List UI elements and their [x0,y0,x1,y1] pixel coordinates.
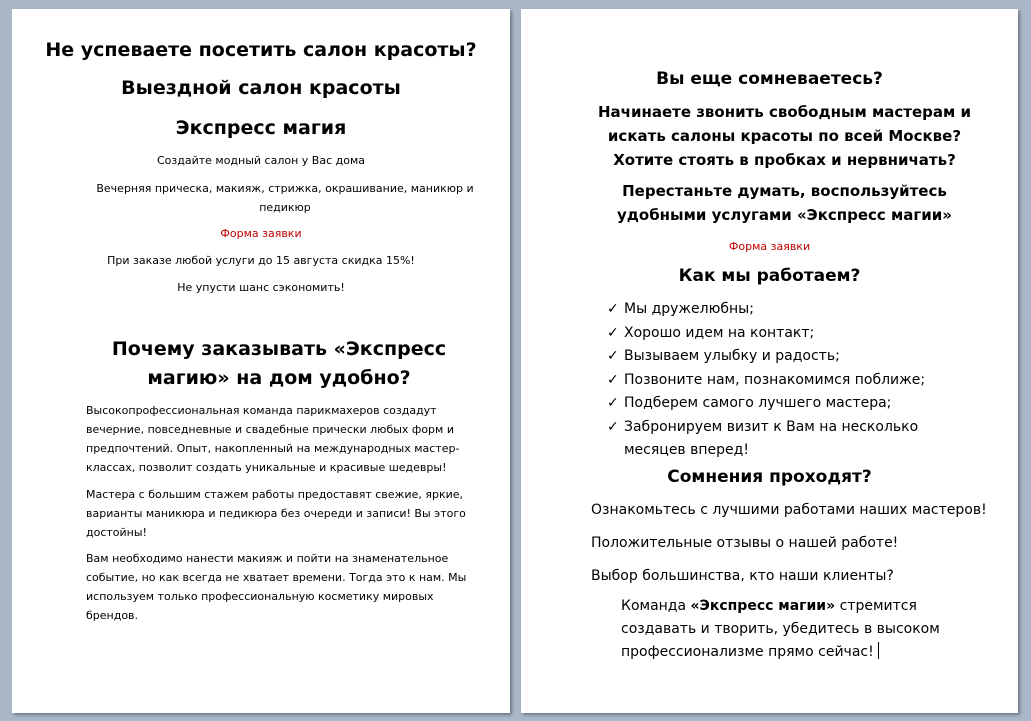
text-cursor [878,642,879,659]
page1-title-main: Не успеваете посетить салон красоты? [45,39,477,61]
document-page-2 [521,9,1018,713]
page2-final-paragraph: Команда «Экспресс магии» стремится создавать и творить, убедитесь в высоком профессионализме прямо сейчас! [621,598,940,660]
page2-form-link[interactable]: Форма заявки [728,240,811,253]
list-item: ✓ Позвоните нам, познакомимся поближе; [607,369,978,393]
list-item: ✓ Мы дружелюбны; [607,298,978,322]
page1-promo: При заказе любой услуги до 15 августа скидка 15%! [107,254,415,267]
checkmark-icon: ✓ [607,418,619,435]
brand-name: «Экспресс магии» [690,598,836,614]
page2-doubt-heading: Вы еще сомневаетесь? [656,69,883,89]
checkmark-icon: ✓ [607,395,619,411]
list-item: ✓ Забронируем визит к Вам на несколько месяцев вперед! [607,416,978,463]
page2-checklist [607,298,978,463]
document-page-1 [12,9,510,713]
page1-title-salon: Выездной салон красоты [121,77,401,99]
page1-line-services: Вечерняя прическа, макияж, стрижка, окрашивание, маникюр и педикюр [96,182,474,214]
page2-bold-paragraph-stop: Перестаньте думать, воспользуйтесь удобными услугами «Экспресс магии» [617,182,952,224]
page1-why-heading: Почему заказывать «Экспресс магию» на дом удобно? [111,338,447,389]
checkmark-icon: ✓ [607,301,619,317]
list-item: ✓ Подберем самого лучшего мастера; [607,392,978,416]
page1-title-brand: Экспресс магия [175,117,347,139]
list-item: ✓ Хорошо идем на контакт; [607,322,978,346]
page1-paragraph-hair: Высокопрофессиональная команда парикмахеров создадут вечерние, повседневные и свадебные прически любых форм и предпочтений. Опыт, накопленный на международных мастер-классах, позволит создать уникальные и красивые шедевры! [86,404,460,474]
page1-paragraph-nails: Мастера с большим стажем работы предоставят свежие, яркие, варианты маникюра и педикюра без очереди и записи! Вы этого достойны! [86,488,466,539]
checkmark-icon: ✓ [607,371,619,388]
page2-line-reviews: Положительные отзывы о нашей работе! [591,535,899,551]
page1-form-link[interactable]: Форма заявки [220,227,302,240]
page2-doubts-heading: Сомнения проходят? [667,467,872,487]
page1-chance: Не упусти шанс сэкономить! [177,281,345,294]
page1-paragraph-makeup: Вам необходимо нанести макияж и пойти на знаменательное событие, но как всегда не хватает времени. Тогда это к нам. Мы используем только профессиональную косметику мировых брендов. [86,552,467,622]
page2-how-heading: Как мы работаем? [678,266,861,286]
page2-line-choice: Выбор большинства, кто наши клиенты? [591,568,894,584]
list-item: ✓ Вызываем улыбку и радость; [607,345,978,369]
page2-line-works: Ознакомьтесь с лучшими работами наших мастеров! [591,502,987,518]
checkmark-icon: ✓ [607,348,619,364]
checkmark-icon: ✓ [607,324,619,341]
page2-bold-paragraph-calls: Начинаете звонить свободным мастерам и искать салоны красоты по всей Москве? Хотите стоять в пробках и нервничать? [597,103,971,169]
page1-line-salon-home: Создайте модный салон у Вас дома [156,154,366,167]
